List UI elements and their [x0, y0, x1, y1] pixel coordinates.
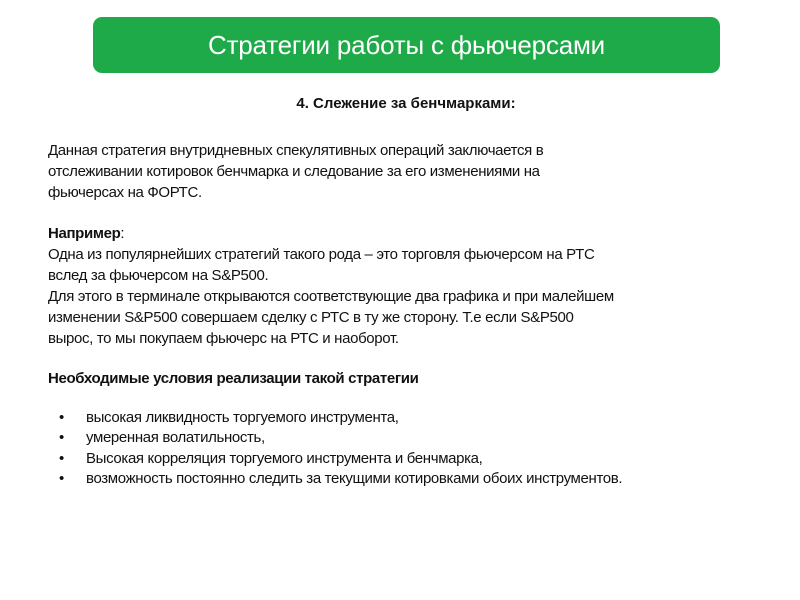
- bullet-icon: •: [59, 469, 64, 487]
- example-label: Например: [48, 225, 121, 242]
- text-line: фьючерсах на ФОРТС.: [48, 184, 202, 201]
- text-line: Данная стратегия внутридневных спекулятивных операций заключается в: [48, 142, 544, 159]
- list-item: [48, 428, 622, 448]
- conditions-list: [48, 408, 622, 489]
- bullet-icon: •: [59, 429, 64, 447]
- bullet-icon: •: [59, 409, 64, 426]
- bullet-icon: •: [59, 449, 64, 467]
- conditions-heading: Необходимые условия реализации такой стратегии: [48, 370, 419, 387]
- text-line: Одна из популярнейших стратегий такого рода – это торговля фьючерсом на РТС: [48, 246, 595, 263]
- title-banner: [93, 17, 720, 73]
- section-subtitle: 4. Слежение за бенчмарками:: [296, 95, 516, 112]
- slide-title: Стратегии работы с фьючерсами: [208, 29, 605, 60]
- example-paragraph: [48, 223, 614, 349]
- list-item-text: умеренная волатильность,: [86, 429, 265, 447]
- text-line: вслед за фьючерсом на S&P500.: [48, 267, 269, 284]
- text-line: Для этого в терминале открываются соответствующие два графика и при малейшем: [48, 288, 614, 305]
- list-item: [48, 408, 622, 428]
- list-item-text: возможность постоянно следить за текущими котировками обоих инструментов.: [86, 469, 623, 487]
- intro-paragraph: [48, 140, 543, 203]
- text-line: изменении S&P500 совершаем сделку с РТС в ту же сторону. Т.е если S&P500: [48, 309, 574, 326]
- text-line: отслеживании котировок бенчмарка и следование за его изменениями на: [48, 163, 540, 180]
- example-colon: :: [120, 225, 125, 242]
- list-item: [48, 449, 622, 469]
- conditions-heading-block: [48, 368, 419, 389]
- list-item-text: высокая ликвидность торгуемого инструмента,: [86, 409, 399, 426]
- text-line: вырос, то мы покупаем фьючерс на РТС и наоборот.: [48, 330, 399, 347]
- list-item: [48, 469, 622, 489]
- list-item-text: Высокая корреляция торгуемого инструмента и бенчмарка,: [86, 449, 483, 467]
